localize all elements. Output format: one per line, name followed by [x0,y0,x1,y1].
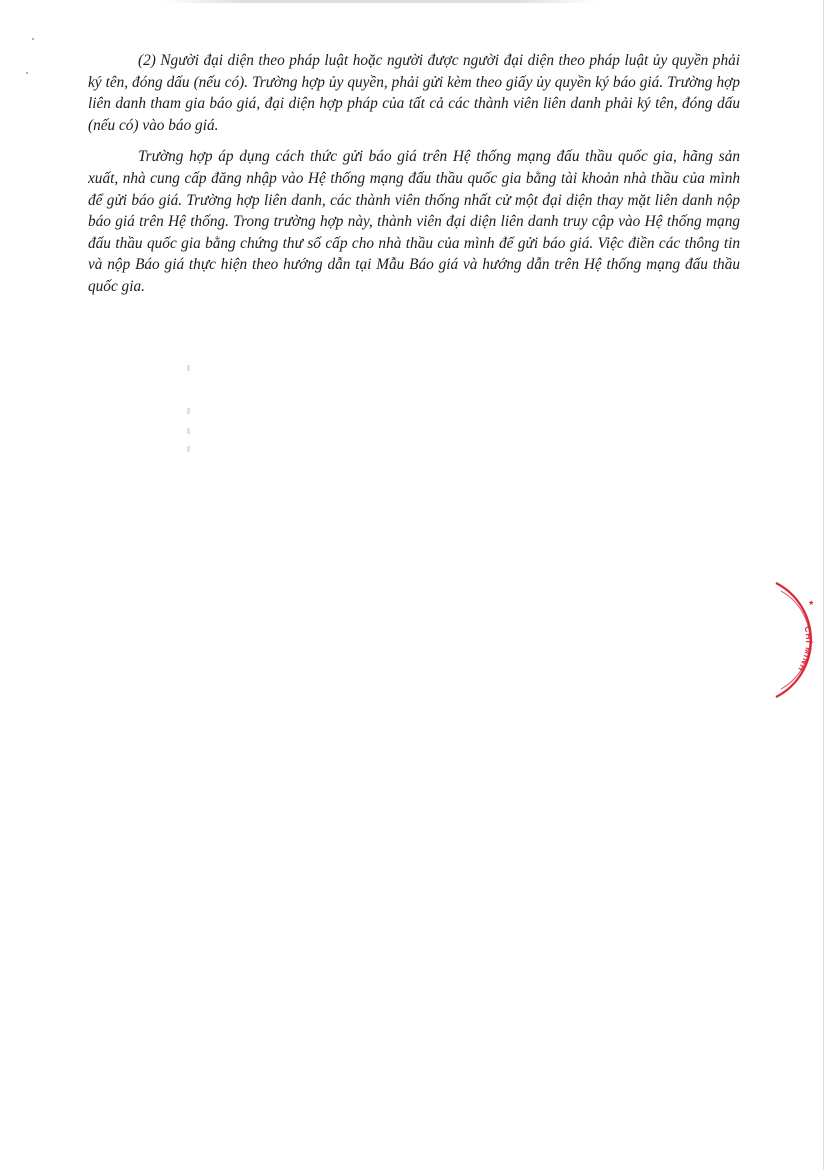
scan-top-edge [160,0,600,3]
scan-speck [187,408,190,414]
stamp-text: CHÍ MINH [795,625,814,674]
red-seal-stamp [760,575,827,705]
scan-speck [187,446,190,452]
note-paragraph: (2) Người đại diện theo pháp luật hoặc người được người đại diện theo pháp luật ủy quyền phải ký tên, đóng dấu (nếu có). Trường hợp ủy quyền, phải gửi kèm theo giấy ủy quyền ký báo giá. Trường hợp liên danh tham gia báo giá, đại diện hợp pháp của tất cả các thành viên liên danh phải ký tên, đóng dấu (nếu có) vào báo giá. [88,52,740,134]
scan-margin-mark [26,72,28,74]
scan-margin-mark [32,38,34,40]
scan-speck [187,428,190,434]
submission-paragraph: Trường hợp áp dụng cách thức gửi báo giá trên Hệ thống mạng đấu thầu quốc gia, hãng sản xuất, nhà cung cấp đăng nhập vào Hệ thống mạng đấu thầu quốc gia bằng tài khoản nhà thầu của mình để gửi báo giá. Trường hợp liên danh, các thành viên thống nhất cử một đại diện thay mặt liên danh nộp báo giá trên Hệ thống. Trong trường hợp này, thành viên đại diện liên danh truy cập vào Hệ thống mạng đấu thầu quốc gia bằng chứng thư số cấp cho nhà thầu của mình để gửi báo giá. Việc điền các thông tin và nộp Báo giá thực hiện theo hướng dẫn tại Mẫu Báo giá và hướng dẫn trên Hệ thống mạng đấu thầu quốc gia. [88,148,740,295]
scan-speck [187,365,190,371]
stamp-star-icon: ★ [808,600,815,607]
document-body [88,50,740,308]
